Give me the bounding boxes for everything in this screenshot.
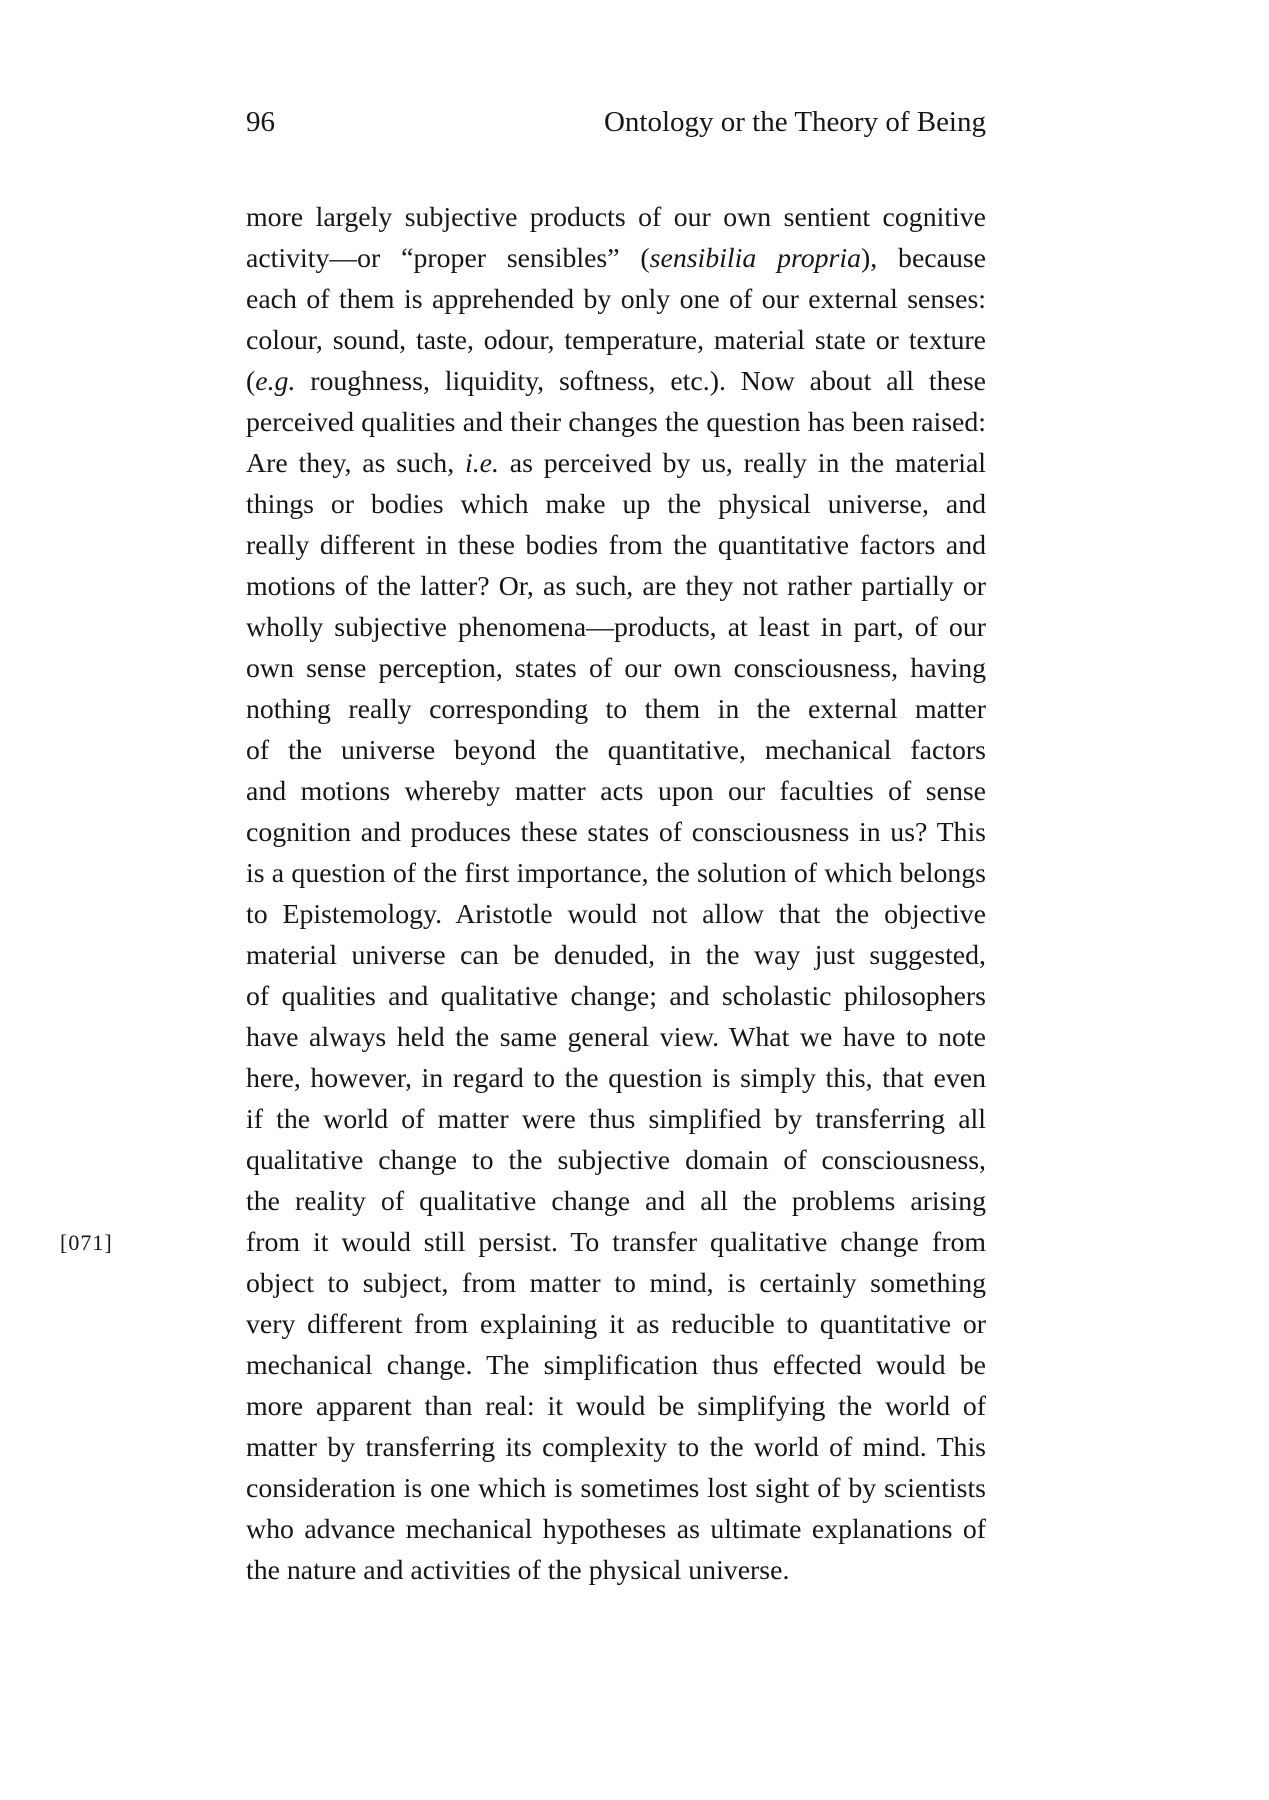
text-line: own sense perception, states of our own consciousness, having	[246, 653, 986, 684]
text-line: each of them is apprehended by only one of our external senses:	[246, 284, 986, 315]
text-line: motions of the latter? Or, as such, are they not rather partially or	[246, 571, 986, 602]
text-line: matter by transferring its complexity to the world of mind. This	[246, 1432, 986, 1463]
text-line: very different from explaining it as reducible to quantitative or	[246, 1309, 986, 1340]
text-line: perceived qualities and their changes the question has been raised:	[246, 407, 986, 438]
text-line: colour, sound, taste, odour, temperature, material state or texture	[246, 325, 986, 356]
text-line: and motions whereby matter acts upon our faculties of sense	[246, 776, 986, 807]
page-number: 96	[246, 106, 275, 138]
text-line: more apparent than real: it would be simplifying the world of	[246, 1391, 986, 1422]
text-line: the nature and activities of the physical universe.	[246, 1555, 790, 1586]
text-line: material universe can be denuded, in the way just suggested,	[246, 940, 986, 971]
text-line: of the universe beyond the quantitative, mechanical factors	[246, 735, 986, 766]
text-line: from it would still persist. To transfer qualitative change from	[246, 1227, 986, 1258]
text-line: if the world of matter were thus simplified by transferring all	[246, 1104, 986, 1135]
text-line: consideration is one which is sometimes lost sight of by scientists	[246, 1473, 986, 1504]
text-line: of qualities and qualitative change; and scholastic philosophers	[246, 981, 986, 1012]
text-line: wholly subjective phenomena—products, at least in part, of our	[246, 612, 986, 643]
text-line: is a question of the first importance, the solution of which belongs	[246, 858, 986, 889]
text-line: object to subject, from matter to mind, is certainly something	[246, 1268, 986, 1299]
text-line: here, however, in regard to the question is simply this, that even	[246, 1063, 986, 1094]
text-line: really different in these bodies from the quantitative factors and	[246, 530, 986, 561]
text-line: nothing really corresponding to them in the external matter	[246, 694, 986, 725]
text-line: Are they, as such, i.e. as perceived by us, really in the material	[246, 448, 987, 479]
text-line: cognition and produces these states of consciousness in us? This	[246, 817, 986, 848]
margin-note: [071]	[60, 1230, 113, 1255]
text-line: (e.g. roughness, liquidity, softness, etc.). Now about all these	[246, 366, 986, 397]
text-line: have always held the same general view. What we have to note	[246, 1022, 986, 1053]
text-line: more largely subjective products of our own sentient cognitive	[246, 202, 986, 233]
page-header	[246, 104, 986, 140]
text-line: qualitative change to the subjective domain of consciousness,	[246, 1145, 986, 1176]
text-line: to Epistemology. Aristotle would not allow that the objective	[246, 899, 986, 930]
paragraph-text	[246, 197, 986, 1591]
text-line: things or bodies which make up the physical universe, and	[246, 489, 986, 520]
text-line: activity—or “proper sensibles” (sensibilia propria), because	[246, 243, 987, 274]
text-line: the reality of qualitative change and all the problems arising	[246, 1186, 986, 1217]
running-title: Ontology or the Theory of Being	[603, 106, 986, 138]
text-line: mechanical change. The simplification thus effected would be	[246, 1350, 986, 1381]
text-line: who advance mechanical hypotheses as ultimate explanations of	[246, 1514, 986, 1545]
